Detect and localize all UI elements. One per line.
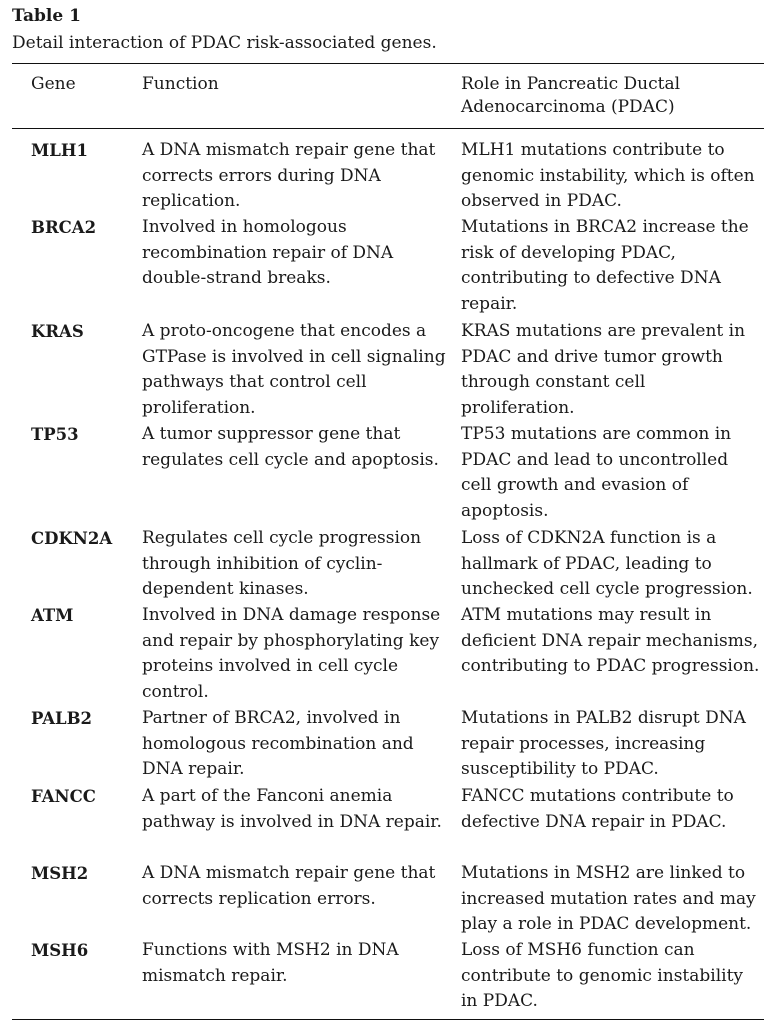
column-header-gene: Gene — [31, 74, 76, 94]
function-cell: A proto-oncogene that encodes a GTPase is involved in cell signaling pathways that control cell proliferation. — [142, 321, 446, 419]
table-bottom-rule — [12, 1019, 764, 1020]
role-cell: Mutations in MSH2 are linked to increased mutation rates and may play a role in PDAC development. — [461, 863, 756, 935]
function-cell: A DNA mismatch repair gene that corrects errors during DNA replication. — [142, 140, 436, 212]
gene-cell: MSH2 — [31, 864, 89, 883]
function-cell: Regulates cell cycle progression through inhibition of cyclin-dependent kinases. — [142, 528, 422, 600]
function-cell: A DNA mismatch repair gene that corrects replication errors. — [142, 863, 436, 909]
column-header-role: Role in Pancreatic Ductal Adenocarcinoma (PDAC) — [461, 74, 681, 117]
table-top-rule — [12, 63, 764, 64]
role-cell: KRAS mutations are prevalent in PDAC and drive tumor growth through constant cell proliferation. — [461, 321, 746, 419]
role-cell: Loss of MSH6 function can contribute to genomic instability in PDAC. — [461, 940, 744, 1012]
table-label: Table 1 — [12, 6, 81, 26]
table-caption: Detail interaction of PDAC risk-associated genes. — [12, 33, 437, 53]
gene-cell: CDKN2A — [31, 529, 113, 548]
role-cell: Loss of CDKN2A function is a hallmark of PDAC, leading to unchecked cell cycle progression. — [461, 528, 753, 600]
function-cell: Partner of BRCA2, involved in homologous recombination and DNA repair. — [142, 708, 414, 780]
function-cell: A tumor suppressor gene that regulates cell cycle and apoptosis. — [142, 424, 439, 470]
role-cell: Mutations in PALB2 disrupt DNA repair processes, increasing susceptibility to PDAC. — [461, 708, 746, 780]
gene-cell: TP53 — [31, 425, 79, 444]
function-cell: Functions with MSH2 in DNA mismatch repair. — [142, 940, 399, 986]
column-header-function: Function — [142, 74, 219, 94]
role-cell: FANCC mutations contribute to defective DNA repair in PDAC. — [461, 786, 734, 832]
function-cell: A part of the Fanconi anemia pathway is involved in DNA repair. — [142, 786, 442, 832]
role-cell: ATM mutations may result in deficient DNA repair mechanisms, contributing to PDAC progression. — [461, 605, 760, 677]
role-cell: MLH1 mutations contribute to genomic instability, which is often observed in PDAC. — [461, 140, 755, 212]
gene-cell: MLH1 — [31, 141, 88, 160]
table-header-rule — [12, 128, 764, 129]
gene-cell: KRAS — [31, 322, 84, 341]
function-cell: Involved in DNA damage response and repair by phosphorylating key proteins involved in cell cycle control. — [142, 605, 441, 703]
gene-cell: FANCC — [31, 787, 96, 806]
gene-cell: MSH6 — [31, 941, 89, 960]
gene-cell: PALB2 — [31, 709, 93, 728]
gene-cell: ATM — [31, 606, 74, 625]
role-cell: TP53 mutations are common in PDAC and lead to uncontrolled cell growth and evasion of apoptosis. — [461, 424, 732, 522]
gene-cell: BRCA2 — [31, 218, 97, 237]
role-cell: Mutations in BRCA2 increase the risk of developing PDAC, contributing to defective DNA repair. — [461, 217, 749, 315]
function-cell: Involved in homologous recombination repair of DNA double-strand breaks. — [142, 217, 394, 289]
